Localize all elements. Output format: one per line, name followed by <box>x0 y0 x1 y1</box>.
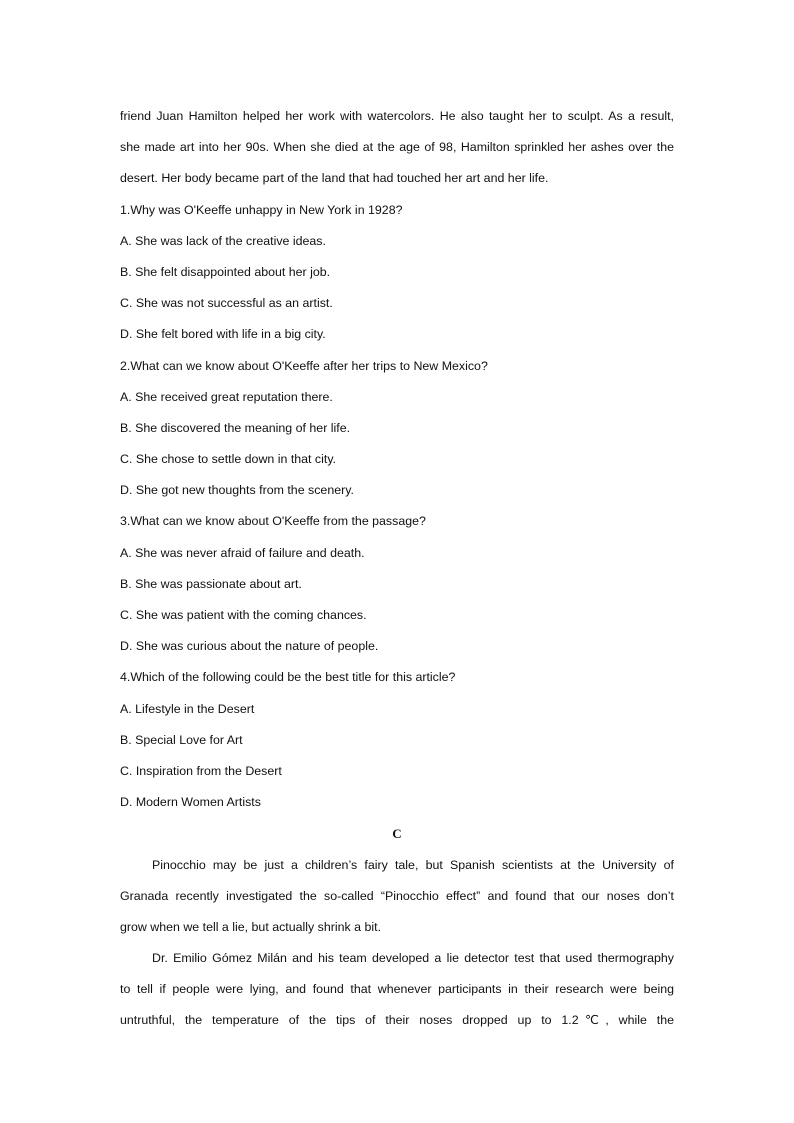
option-a: A. She received great reputation there. <box>120 389 333 404</box>
option-a: A. She was never afraid of failure and death. <box>120 545 365 560</box>
option-d: D. She was curious about the nature of people. <box>120 639 379 654</box>
option-a: A. She was lack of the creative ideas. <box>120 233 326 248</box>
passage-c-paragraph-1 <box>120 850 674 944</box>
passage-line: grow when we tell a lie, but actually shrink a bit. <box>120 919 382 934</box>
passage-line: Pinocchio may be just a children’s fairy tale, but Spanish scientists at the University of <box>152 857 674 872</box>
question-2 <box>120 351 674 507</box>
question-1 <box>120 195 674 351</box>
passage-line: Granada recently investigated the so-called “Pinocchio effect” and found that our noses don’t <box>120 888 674 903</box>
option-d: D. She got new thoughts from the scenery. <box>120 483 354 498</box>
option-b: B. She was passionate about art. <box>120 576 302 591</box>
option-b: B. She discovered the meaning of her life. <box>120 420 351 435</box>
option-b: B. She felt disappointed about her job. <box>120 264 331 279</box>
passage-b-ending <box>120 101 674 195</box>
option-c: C. She chose to settle down in that city. <box>120 452 337 467</box>
passage-line: to tell if people were lying, and found that whenever participants in their research were being <box>120 982 674 997</box>
option-d: D. Modern Women Artists <box>120 795 261 810</box>
question-stem: 1.Why was O'Keeffe unhappy in New York in 1928? <box>120 202 403 217</box>
question-3 <box>120 506 674 662</box>
question-4 <box>120 662 674 818</box>
option-c: C. She was not successful as an artist. <box>120 296 333 311</box>
question-stem: 3.What can we know about O'Keeffe from the passage? <box>120 514 426 529</box>
passage-line: Dr. Emilio Gómez Milán and his team developed a lie detector test that used thermography <box>152 951 674 966</box>
page-content <box>120 101 674 1037</box>
question-stem: 2.What can we know about O'Keeffe after her trips to New Mexico? <box>120 358 488 373</box>
passage-line: desert. Her body became part of the land that had touched her art and her life. <box>120 171 549 186</box>
passage-line: friend Juan Hamilton helped her work with watercolors. He also taught her to sculpt. As a result, <box>120 109 674 123</box>
option-a: A. Lifestyle in the Desert <box>120 701 255 716</box>
question-stem: 4.Which of the following could be the best title for this article? <box>120 670 456 685</box>
section-heading: C <box>392 826 402 842</box>
option-d: D. She felt bored with life in a big city. <box>120 327 326 342</box>
passage-line: she made art into her 90s. When she died at the age of 98, Hamilton sprinkled her ashes over the <box>120 140 674 155</box>
option-c: C. Inspiration from the Desert <box>120 763 282 778</box>
option-b: B. Special Love for Art <box>120 732 243 747</box>
option-c: C. She was patient with the coming chances. <box>120 608 367 622</box>
passage-c <box>120 818 674 1036</box>
passage-c-paragraph-2 <box>120 943 674 1037</box>
passage-line: untruthful, the temperature of the tips of their noses dropped up to 1.2℃, while the <box>120 1013 674 1028</box>
